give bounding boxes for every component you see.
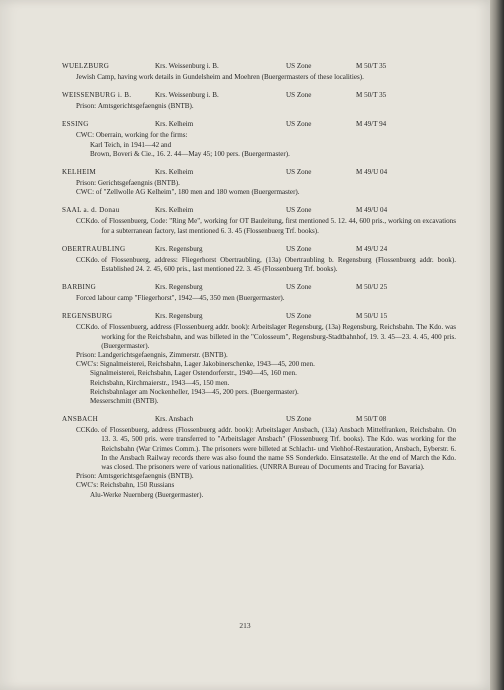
map-reference: M 50/T 08	[356, 415, 387, 424]
line-text: Jewish Camp, having work details in Gundelsheim and Moehren (Buergermasters of these localities).	[76, 73, 364, 81]
page-number: 213	[239, 621, 251, 630]
entry	[62, 206, 456, 235]
line-text: Signalmeisterei, Reichsbahn, Lager Ostendorferstr., 1940—45, 160 men.	[90, 369, 297, 378]
map-reference: M 50/T 35	[356, 91, 387, 100]
district: Krs. Kelheim	[155, 120, 194, 129]
line-label: CCKdo.	[76, 217, 100, 226]
line-text: Reichsbahnlager am Nockenheller, 1943—45, 200 pers. (Buergermaster).	[90, 387, 299, 396]
line-text: Reichsbahn, 150 Russians	[99, 481, 175, 490]
line-label: CWC:	[76, 131, 95, 140]
district: Krs. Regensburg	[155, 244, 203, 253]
place-name: OBERTRAUBLING	[62, 244, 126, 253]
entry-line	[62, 351, 456, 360]
entry	[62, 120, 456, 159]
line-text: Karl Teich, in 1941—42 and	[90, 140, 172, 149]
entry-line	[62, 102, 456, 111]
district: Krs. Kelheim	[155, 206, 194, 215]
entry	[62, 415, 456, 500]
entry-heading	[62, 245, 456, 256]
zone: US Zone	[286, 91, 312, 100]
page-content	[62, 62, 456, 509]
line-label: Prison:	[76, 102, 97, 111]
entry-line	[62, 141, 456, 150]
entry-line	[62, 397, 456, 406]
place-name: WUELZBURG	[62, 62, 110, 70]
zone: US Zone	[286, 415, 312, 424]
entry-line	[62, 379, 456, 388]
place-name: SAAL a. d. Donau	[62, 206, 120, 215]
entry-line	[62, 73, 456, 82]
entry	[62, 168, 456, 197]
entry-line	[62, 256, 456, 274]
entry-line	[62, 426, 456, 472]
entry	[62, 283, 456, 303]
map-reference: M 50/U 25	[356, 283, 388, 292]
entry-line	[62, 388, 456, 397]
map-reference: M 49/T 94	[356, 120, 387, 129]
map-reference: M 49/U 04	[356, 168, 388, 177]
district: Krs. Regensburg	[155, 312, 203, 321]
line-label: CWC:	[76, 188, 95, 197]
entry-heading	[62, 206, 456, 217]
book-binding	[490, 0, 504, 690]
entry-line	[62, 217, 456, 235]
entry-line	[62, 472, 456, 481]
line-text: Alu-Werke Nuernberg (Buergermaster).	[90, 490, 204, 499]
line-text: Landgerichtsgefaengnis, Zimmerstr. (BNTB).	[97, 351, 228, 360]
zone: US Zone	[286, 206, 312, 215]
entry-heading	[62, 312, 456, 323]
place-name: REGENSBURG	[62, 312, 113, 321]
zone: US Zone	[286, 283, 312, 292]
zone: US Zone	[286, 62, 312, 70]
entry-line	[62, 369, 456, 378]
place-name: ANSBACH	[62, 415, 98, 424]
entry-line	[62, 294, 456, 303]
entry-line	[62, 150, 456, 159]
place-name: ESSING	[62, 120, 89, 129]
map-reference: M 49/U 24	[356, 244, 388, 253]
place-name: WEISSENBURG i. B.	[62, 91, 132, 100]
map-reference: M 50/U 15	[356, 312, 388, 321]
entry-heading	[62, 62, 456, 73]
place-name: KELHEIM	[62, 168, 97, 177]
line-text: Oberrain, working for the firms:	[95, 131, 188, 140]
district: Krs. Kelheim	[155, 168, 194, 177]
zone: US Zone	[286, 244, 312, 253]
district: Krs. Ansbach	[155, 415, 194, 424]
entry	[62, 245, 456, 274]
entry	[62, 91, 456, 111]
line-text: of Flossenbuerg, address (Flossenbuerg addr. book): Arbeitslager Ansbach, (13a) Ansbach Mittelfranken, Reichsbahn. On 13. 3. 45, 500 pris. were transferred to "Arbeitslager Ansbach" (Flossenbuerg Trf. books). The Kdo. was working for the Reichsbahn (War Crimes Comm.). The prisoners were billeted at Schlacht- und Viehhof-Restauration, Ansbach, Eyberstr. 6. In the Ansbach Railway records there was also found the name SS Sonderkdo. Einsatzstelle. At the end of March the Kdo. was closed. The prisoners were of various nationalities. (UNRRA Bureau of Documents and Tracing for Bavaria).	[101, 426, 456, 472]
map-reference: M 49/U 04	[356, 206, 388, 215]
line-text: of Flossenbuerg, Code: "Ring Me", working for OT Bauleitung, first mentioned 5. 12. 44, 600 pris., working on excavations for a subterranean factory, last mentioned 6. 3. 45 (Flossenbuerg Trf. books).	[101, 217, 456, 235]
line-text: Brown, Boveri & Cie., 16. 2. 44—May 45; 100 pers. (Buergermaster).	[90, 149, 290, 158]
entry-heading	[62, 415, 456, 426]
entry-heading	[62, 91, 456, 102]
district: Krs. Regensburg	[155, 283, 203, 292]
place-name: BARBING	[62, 283, 97, 292]
line-text: Signalmeisterei, Reichsbahn, Lager Jakobinerschenke, 1943—45, 200 men.	[99, 360, 315, 369]
entry	[62, 312, 456, 406]
line-text: of Flossenbuerg, address: Fliegerhorst Obertraubling, (13a) Obertraubling b. Regensburg (Flossenbuerg addr. book). Established 24. 2. 45, 600 pris., last mentioned 22. 3. 45 (Flossenbuerg Trf. books).	[101, 255, 456, 274]
line-label: Prison:	[76, 472, 97, 481]
entry-line	[62, 323, 456, 351]
entry-line	[62, 179, 456, 188]
zone: US Zone	[286, 312, 312, 321]
line-label: CWC's:	[76, 481, 99, 490]
zone: US Zone	[286, 120, 312, 129]
line-label: CCKdo.	[76, 255, 100, 264]
zone: US Zone	[286, 168, 312, 177]
line-label: Prison:	[76, 351, 97, 360]
district: Krs. Weissenburg i. B.	[155, 62, 219, 70]
line-text: Gerichtsgefaengnis (BNTB).	[97, 179, 180, 188]
entry-line	[62, 481, 456, 490]
line-text: Amtsgerichtsgefaengnis (BNTB).	[97, 472, 194, 481]
line-text: Reichsbahn, Kirchmaierstr., 1943—45, 150 men.	[90, 378, 230, 387]
line-text: Amtsgerichtsgefaengnis (BNTB).	[97, 102, 194, 111]
line-label: CCKdo.	[76, 426, 100, 435]
entry-heading	[62, 283, 456, 294]
district: Krs. Weissenburg i. B.	[155, 91, 219, 100]
entry-line	[62, 360, 456, 369]
line-text: of Flossenbuerg, address (Flossenbuerg addr. book): Arbeitslager Regensburg, (13a) Regensburg, Reichsbahn. The Kdo. was working for the Reichsbahn, and was billeted in the "Colosseum", Regensburg-Stadtbahnhof, 19. 3. 45—23. 4. 45, 400 pris. (Buergermaster).	[101, 323, 456, 350]
line-text: Forced labour camp "Fliegerhorst", 1942—45, 350 men (Buergermaster).	[76, 294, 285, 303]
line-text: of "Zellwolle AG Kelheim", 180 men and 180 women (Buergermaster).	[95, 188, 300, 197]
line-text: Messerschmitt (BNTB).	[90, 397, 159, 406]
line-label: CCKdo.	[76, 323, 100, 332]
entry-line	[62, 131, 456, 140]
entry	[62, 62, 456, 82]
entry-line	[62, 188, 456, 197]
line-label: CWC's:	[76, 360, 99, 369]
line-label: Prison:	[76, 179, 97, 188]
map-reference: M 50/T 35	[356, 62, 387, 70]
entry-heading	[62, 168, 456, 179]
entry-line	[62, 491, 456, 500]
entry-heading	[62, 120, 456, 131]
